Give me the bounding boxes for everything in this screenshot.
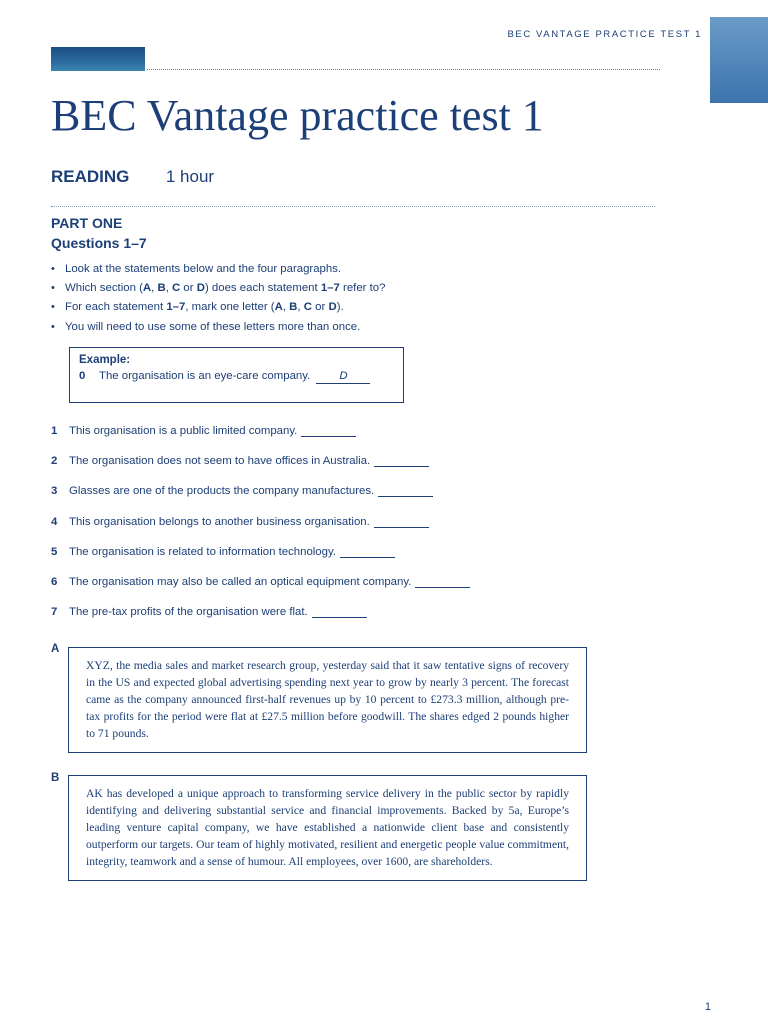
answer-blank[interactable] bbox=[312, 606, 367, 618]
passage-box-a bbox=[68, 647, 587, 753]
corner-decoration bbox=[710, 17, 768, 103]
passage-text: AK has developed a unique approach to transforming service delivery in the public sector by rapidly identifying and delivering substantial service and financial improvements. Backed by 5a, Europe’s leading venture capital company, we have established a nationwide client base and consistently outperform our targets. Our team of highly motivated, resilient and energetic people value commitment, integrity, teamwork and a sense of humour. All employees, over 1600, are shareholders. bbox=[86, 787, 569, 868]
question-number: 4 bbox=[51, 515, 58, 528]
answer-blank[interactable] bbox=[374, 455, 429, 467]
instruction-item bbox=[51, 260, 385, 279]
question-number: 7 bbox=[51, 606, 58, 619]
section-duration: 1 hour bbox=[165, 167, 215, 186]
passage-letter-b: B bbox=[51, 772, 60, 784]
bullet-icon: • bbox=[51, 282, 55, 295]
question-number: 1 bbox=[51, 425, 58, 437]
bullet-icon: • bbox=[51, 320, 55, 333]
section-dotted-rule bbox=[51, 206, 655, 207]
instructions-list bbox=[51, 260, 385, 337]
question-text: The organisation does not seem to have offices in Australia. bbox=[69, 455, 371, 468]
question-number: 3 bbox=[51, 485, 58, 498]
questions-list bbox=[51, 425, 470, 636]
example-answer: D bbox=[316, 370, 370, 384]
example-number: 0 bbox=[79, 370, 86, 382]
question-text: Glasses are one of the products the company manufactures. bbox=[69, 485, 375, 498]
question-text: This organisation belongs to another business organisation. bbox=[69, 515, 370, 528]
example-statement bbox=[79, 370, 394, 384]
answer-blank[interactable] bbox=[378, 485, 433, 497]
instruction-item bbox=[51, 318, 385, 337]
question-text: The pre-tax profits of the organisation were flat. bbox=[69, 606, 308, 619]
instruction-text: Look at the statements below and the four paragraphs. bbox=[65, 263, 342, 275]
bullet-icon: • bbox=[51, 263, 55, 275]
page-number: 1 bbox=[704, 1001, 711, 1013]
question-item bbox=[51, 455, 470, 485]
section-heading bbox=[51, 167, 214, 187]
answer-blank[interactable] bbox=[374, 516, 429, 528]
header-dotted-rule bbox=[147, 69, 660, 70]
question-item bbox=[51, 516, 470, 546]
instruction-item bbox=[51, 298, 385, 317]
question-item bbox=[51, 425, 470, 455]
running-header: BEC VANTAGE PRACTICE TEST 1 bbox=[507, 29, 702, 40]
passage-text: XYZ, the media sales and market research group, yesterday said that it saw tentative signs of recovery in the US and expected global advertising spending next year to grow by nearly 3 percent. The forecast came as the company announced first-half revenues up by 10 percent to £273.3 million, although pre-tax profits for the period were flat at £27.5 million before goodwill. The shares edged 2 pounds higher to 71 pounds. bbox=[86, 659, 569, 740]
question-item bbox=[51, 485, 470, 515]
part-subtitle: Questions 1–7 bbox=[51, 235, 147, 251]
question-number: 2 bbox=[51, 455, 58, 468]
answer-blank[interactable] bbox=[301, 425, 356, 437]
header-color-bar bbox=[51, 47, 145, 71]
instruction-text: Which section (A, B, C or D) does each statement 1–7 refer to? bbox=[65, 282, 386, 295]
page-title: BEC Vantage practice test 1 bbox=[51, 91, 544, 140]
answer-blank[interactable] bbox=[340, 546, 395, 558]
question-text: The organisation is related to information technology. bbox=[69, 545, 336, 558]
section-label: READING bbox=[51, 167, 130, 186]
question-item bbox=[51, 546, 470, 576]
bullet-icon: • bbox=[51, 301, 55, 314]
example-text: The organisation is an eye-care company. bbox=[99, 370, 311, 382]
instruction-text: For each statement 1–7, mark one letter (A, B, C or D). bbox=[65, 301, 344, 314]
answer-blank[interactable] bbox=[415, 576, 470, 588]
part-title: PART ONE bbox=[51, 215, 123, 231]
question-item bbox=[51, 606, 470, 636]
question-item bbox=[51, 576, 470, 606]
passage-box-b bbox=[68, 775, 587, 881]
question-text: This organisation is a public limited company. bbox=[69, 425, 298, 437]
instruction-text: You will need to use some of these letters more than once. bbox=[65, 320, 361, 333]
question-number: 6 bbox=[51, 575, 58, 588]
question-number: 5 bbox=[51, 545, 58, 558]
question-text: The organisation may also be called an optical equipment company. bbox=[69, 575, 412, 588]
passage-letter-a: A bbox=[51, 643, 60, 655]
example-box bbox=[69, 347, 404, 403]
example-label: Example: bbox=[79, 354, 131, 366]
instruction-item bbox=[51, 279, 385, 298]
